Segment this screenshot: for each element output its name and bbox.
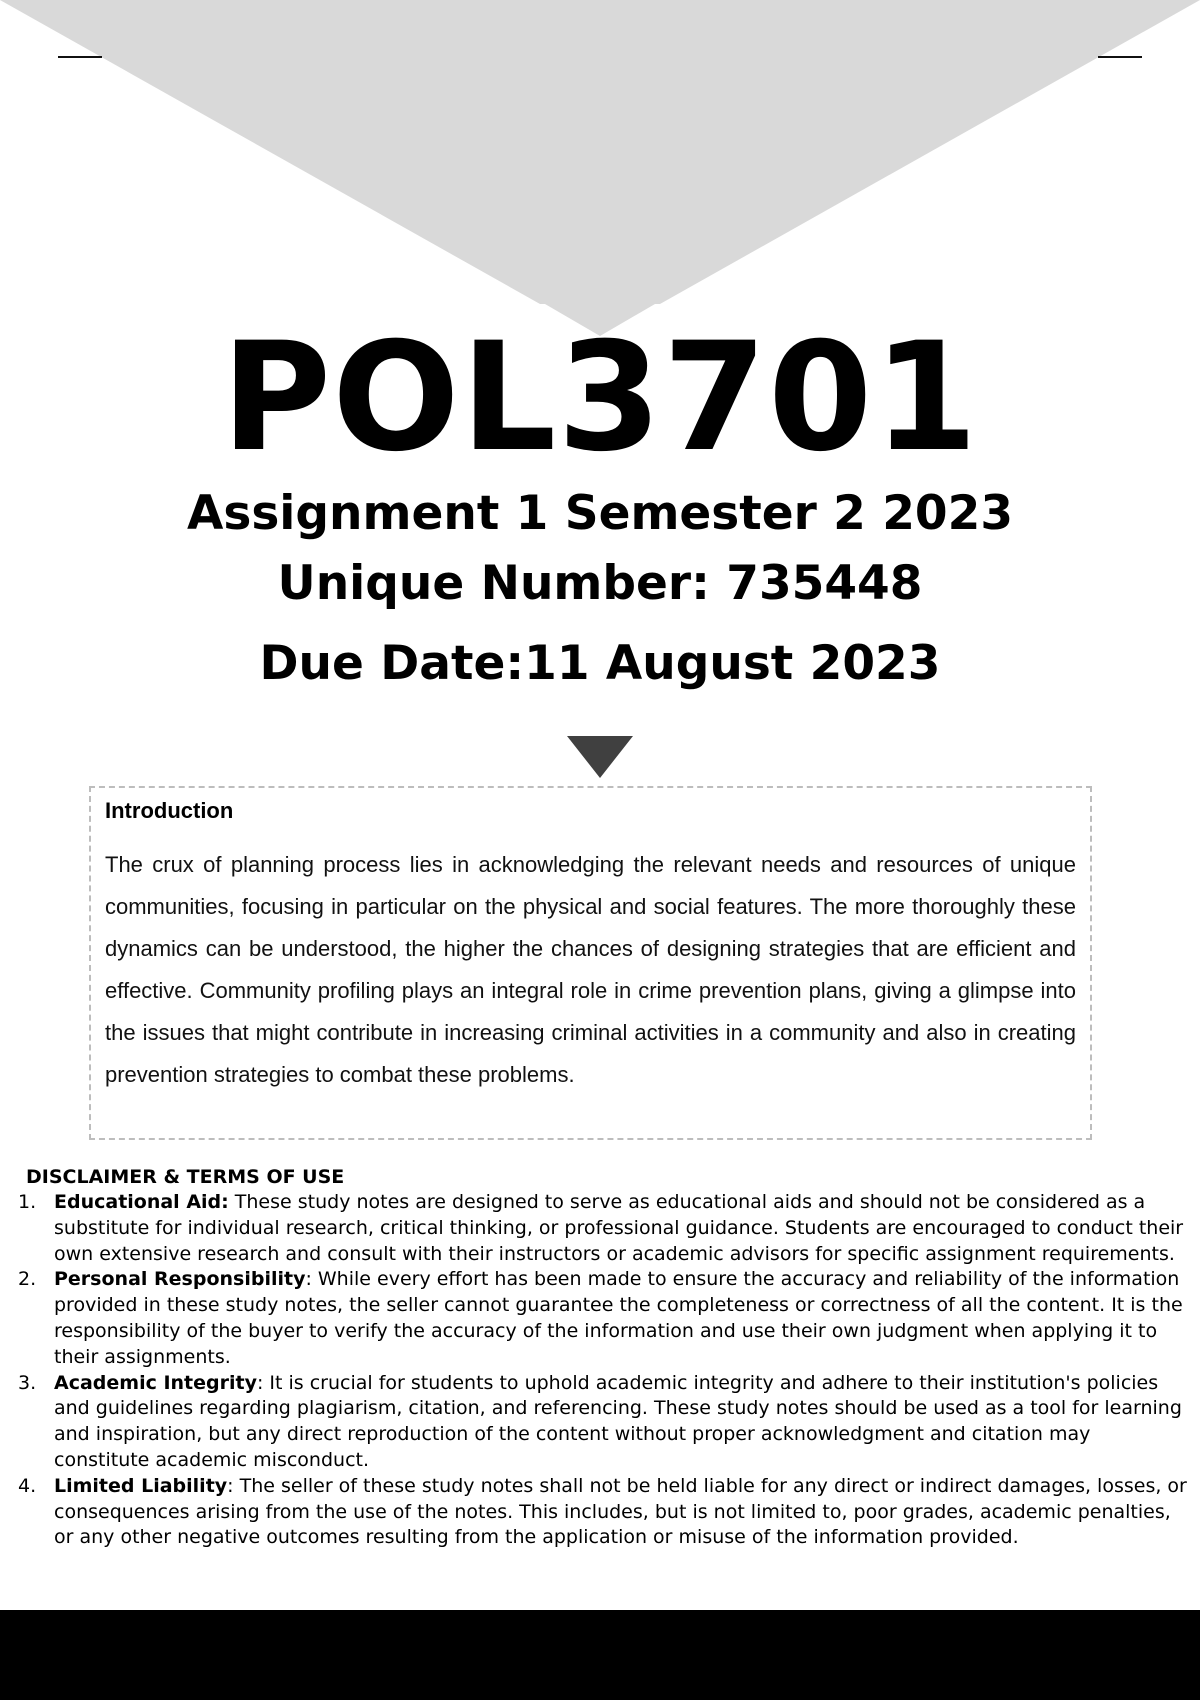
corner-rule-right — [1098, 56, 1142, 58]
due-date-value: 11 August 2023 — [524, 636, 941, 691]
unique-number-value: 735448 — [726, 556, 923, 611]
disclaimer-title: DISCLAIMER & TERMS OF USE — [26, 1166, 345, 1188]
term-number: 1. — [18, 1191, 37, 1213]
down-triangle-icon — [567, 736, 633, 778]
term-text: : It is crucial for students to uphold academic integrity and adhere to their institution's policies and guidelines regarding plagiarism, citation, and referencing. These study notes should be used as a tool for learning and inspiration, but any direct reproduction of the content without proper acknowledgment and citation may constitute academic misconduct. — [54, 1371, 1182, 1471]
term-text: : The seller of these study notes shall not be held liable for any direct or indirect damages, losses, or consequences arising from the use of the notes. This includes, but is not limited to, poor grades, academic penalties, or any other negative outcomes resulting from the application or misuse of the information provided. — [54, 1474, 1187, 1549]
introduction-text: The crux of planning process lies in acknowledging the relevant needs and resources of unique communities, focusing in particular on the physical and social features. The more thoroughly these dynamics can be understood, the higher the chances of designing strategies that are efficient and effective. Community profiling plays an integral role in crime prevention plans, giving a glimpse into the issues that might contribute in increasing criminal activities in a community and also in creating prevention strategies to combat these problems. — [105, 852, 1076, 1087]
assignment-title: Assignment 1 Semester 2 2023 — [186, 486, 1014, 541]
corner-rule-left — [58, 56, 102, 58]
unique-number-line — [0, 554, 1200, 614]
term-text: These study notes are designed to serve as educational aids and should not be considered as a substitute for individual research, critical thinking, or professional guidance. Students are encouraged to conduct their own extensive research and consult with their instructors or academic advisors for specific assignment requirements. — [54, 1191, 1184, 1265]
terms-list — [0, 1190, 1200, 1551]
term-heading: Limited Liability — [54, 1474, 228, 1497]
term-academic-integrity — [0, 1371, 1200, 1474]
unique-number-label: Unique Number: — [277, 556, 710, 611]
term-heading: Personal Responsibility — [54, 1268, 306, 1291]
term-heading: Educational Aid: — [54, 1191, 229, 1213]
introduction-title: Introduction — [105, 798, 234, 823]
term-personal-responsibility — [0, 1267, 1200, 1370]
cover-banner-graphic — [0, 0, 1200, 340]
term-number: 2. — [18, 1268, 37, 1291]
term-heading: Academic Integrity — [54, 1371, 257, 1394]
course-code-title: POL3701 — [221, 311, 979, 485]
term-limited-liability — [0, 1474, 1200, 1551]
due-date-label: Due Date: — [259, 636, 525, 691]
term-educational-aid — [0, 1190, 1200, 1267]
term-number: 3. — [18, 1371, 37, 1394]
disclaimer-section — [0, 1164, 1200, 1551]
term-text: : While every effort has been made to ensure the accuracy and reliability of the information provided in these study notes, the seller cannot guarantee the completeness or correctness of all the content. It is the responsibility of the buyer to verify the accuracy of the information and use their own judgment when applying it to their assignments. — [54, 1268, 1183, 1368]
due-date-line — [0, 634, 1200, 694]
term-number: 4. — [18, 1474, 37, 1497]
introduction-box — [89, 786, 1092, 1140]
bottom-bar — [0, 1610, 1200, 1700]
